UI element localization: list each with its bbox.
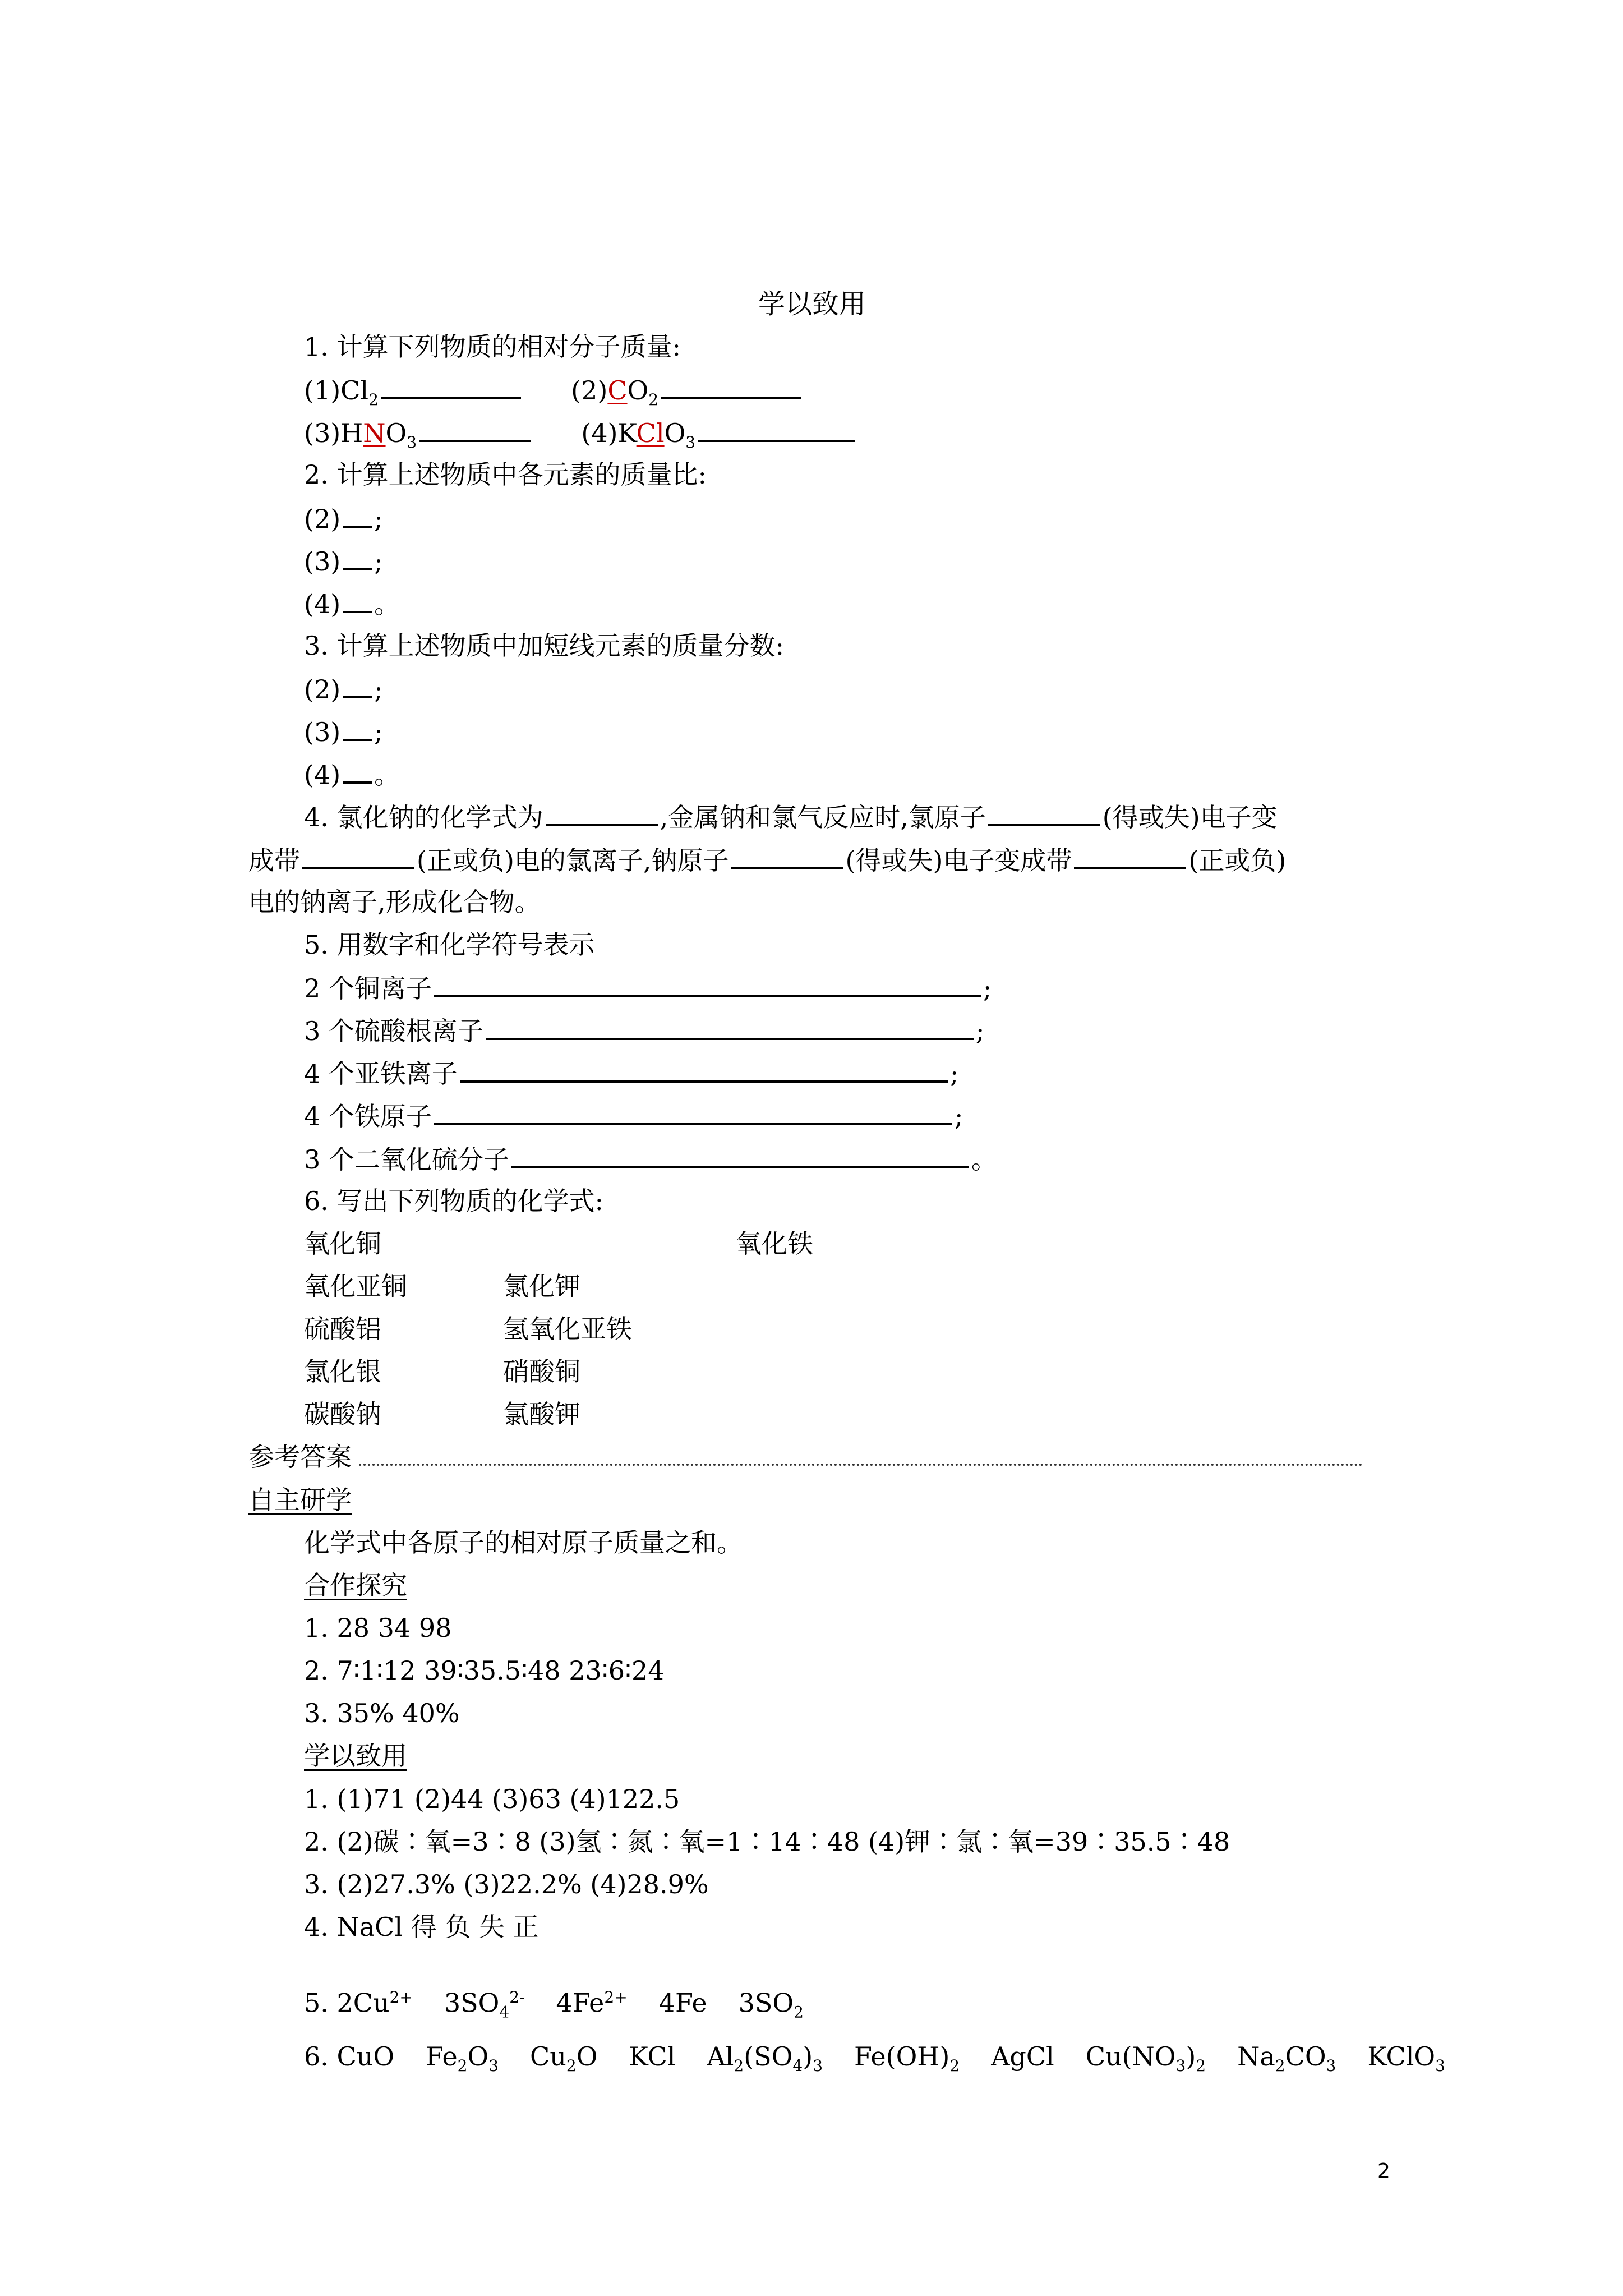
answer-text: 3. (2)27.3% (3)22.2% (4)28.9% [304, 1869, 709, 1899]
q2-item: (4) 。 [304, 586, 400, 621]
q2-item: (3) ; [304, 544, 383, 578]
section-heading: 合作探究 [304, 1570, 407, 1600]
q5-item: 2 个铜离子 ; [304, 970, 992, 1005]
answer-blank[interactable] [988, 799, 1100, 826]
q6-left-item: 氯化银 [304, 1356, 381, 1387]
q1-label-4: (4) [581, 418, 618, 448]
answer-text: 2. (2)碳∶氧=3∶8 (3)氢∶氮∶氧=1∶14∶48 (4)钾∶氯∶氧=39∶35.5∶48 [304, 1826, 1230, 1857]
answer-blank[interactable] [698, 415, 855, 442]
q1-label-3: (3) [304, 418, 341, 448]
q5-item: 3 个硫酸根离子 ; [304, 1013, 984, 1048]
answer-blank[interactable] [302, 843, 414, 869]
q2-prompt: 2. 计算上述物质中各元素的质量比: [304, 459, 707, 490]
answer-text: 化学式中各原子的相对原子质量之和。 [304, 1527, 743, 1558]
q6-left-item: 碳酸钠 [304, 1399, 381, 1429]
answer-text: 3. 35% 40% [304, 1698, 460, 1728]
q5-prompt: 5. 用数字和化学符号表示 [304, 930, 595, 960]
q1-label-2: (2) [571, 375, 608, 406]
answer-blank[interactable] [343, 501, 372, 528]
q6-prompt: 6. 写出下列物质的化学式: [304, 1186, 604, 1216]
dotted-divider [359, 1464, 1363, 1466]
q5-item: 4 个亚铁离子 ; [304, 1056, 958, 1091]
q1-prompt: 1. 计算下列物质的相对分子质量: [304, 332, 681, 362]
q6-right-item: 氯酸钾 [503, 1399, 580, 1429]
q1-row-2: $(3)HNO_3$ (4)KClO$_3$ [304, 415, 857, 459]
q6-left-item: 氧化铜 [304, 1228, 381, 1259]
q2-item: (2) ; [304, 501, 383, 536]
q3-item: (3) ; [304, 714, 383, 749]
q4-line-3: 电的钠离子,形成化合物。 [248, 887, 541, 917]
answer-formula-6: 6. CuO $Fe_2O_3$ $Cu_2O$ KCl $Al_2(SO_4)_3$ $Fe(OH)_2$ AgCl $Cu(NO_3)_2$ $Na_2CO_3$ KClO$_3$ [304, 2041, 1445, 2076]
answer-formula-5: 5. $2Cu^{2+}$ $3SO_4^{2-}$ $4Fe^{2+}$ 4Fe $3SO_2$ [304, 1987, 804, 2022]
q5-item: 3 个二氧化硫分子 。 [304, 1142, 997, 1176]
section-heading: 学以致用 [304, 1741, 407, 1771]
section-heading: 自主研学 [248, 1485, 352, 1515]
answer-text: 1. (1)71 (2)44 (3)63 (4)122.5 [304, 1784, 680, 1814]
q3-item: (4) 。 [304, 757, 400, 792]
q1-row-1: $(1)Cl_2$ $(2)CO_2$ [304, 372, 803, 417]
answer-blank[interactable] [486, 1013, 974, 1040]
answer-text: 4. NaCl 得 负 失 正 [304, 1912, 539, 1942]
q4-line-2: 成带 (正或负)电的氯离子,钠原子 (得或失)电子变成带 (正或负) [248, 843, 1286, 877]
q6-left-item: 氧化亚铜 [304, 1271, 407, 1301]
answer-text: 1. 28 34 98 [304, 1613, 452, 1643]
answer-blank[interactable] [343, 757, 372, 784]
q6-right-item: 氯化钾 [503, 1271, 580, 1301]
answer-blank[interactable] [343, 586, 372, 613]
answer-blank[interactable] [731, 843, 843, 869]
answers-header: 参考答案 [248, 1442, 352, 1472]
answer-blank[interactable] [343, 671, 372, 698]
answer-blank[interactable] [381, 372, 521, 399]
answer-blank[interactable] [460, 1056, 948, 1083]
q3-prompt: 3. 计算上述物质中加短线元素的质量分数: [304, 631, 785, 661]
q6-right-item: 氧化铁 [736, 1228, 813, 1259]
answer-blank[interactable] [343, 714, 372, 741]
q4-line-1: 4. 氯化钠的化学式为 ,金属钠和氯气反应时,氯原子 (得或失)电子变 [304, 799, 1278, 834]
answer-blank[interactable] [343, 544, 372, 570]
answer-blank[interactable] [661, 372, 801, 399]
answer-text: 2. 7∶1∶12 39∶35.5∶48 23∶6∶24 [304, 1655, 665, 1686]
answer-blank[interactable] [546, 799, 658, 826]
q6-left-item: 硫酸铝 [304, 1314, 381, 1344]
q5-item: 4 个铁原子 ; [304, 1098, 963, 1133]
q1-label-1: (1) [304, 375, 341, 406]
page-number: 2 [1377, 2160, 1390, 2183]
answer-blank[interactable] [419, 415, 531, 442]
answer-blank[interactable] [1074, 843, 1186, 869]
answer-blank[interactable] [511, 1142, 969, 1168]
q3-item: (2) ; [304, 671, 383, 706]
answer-blank[interactable] [434, 1098, 952, 1125]
page-title: 学以致用 [758, 288, 866, 320]
q6-right-item: 氢氧化亚铁 [503, 1314, 632, 1344]
answer-blank[interactable] [434, 970, 981, 997]
q6-right-item: 硝酸铜 [503, 1356, 580, 1387]
